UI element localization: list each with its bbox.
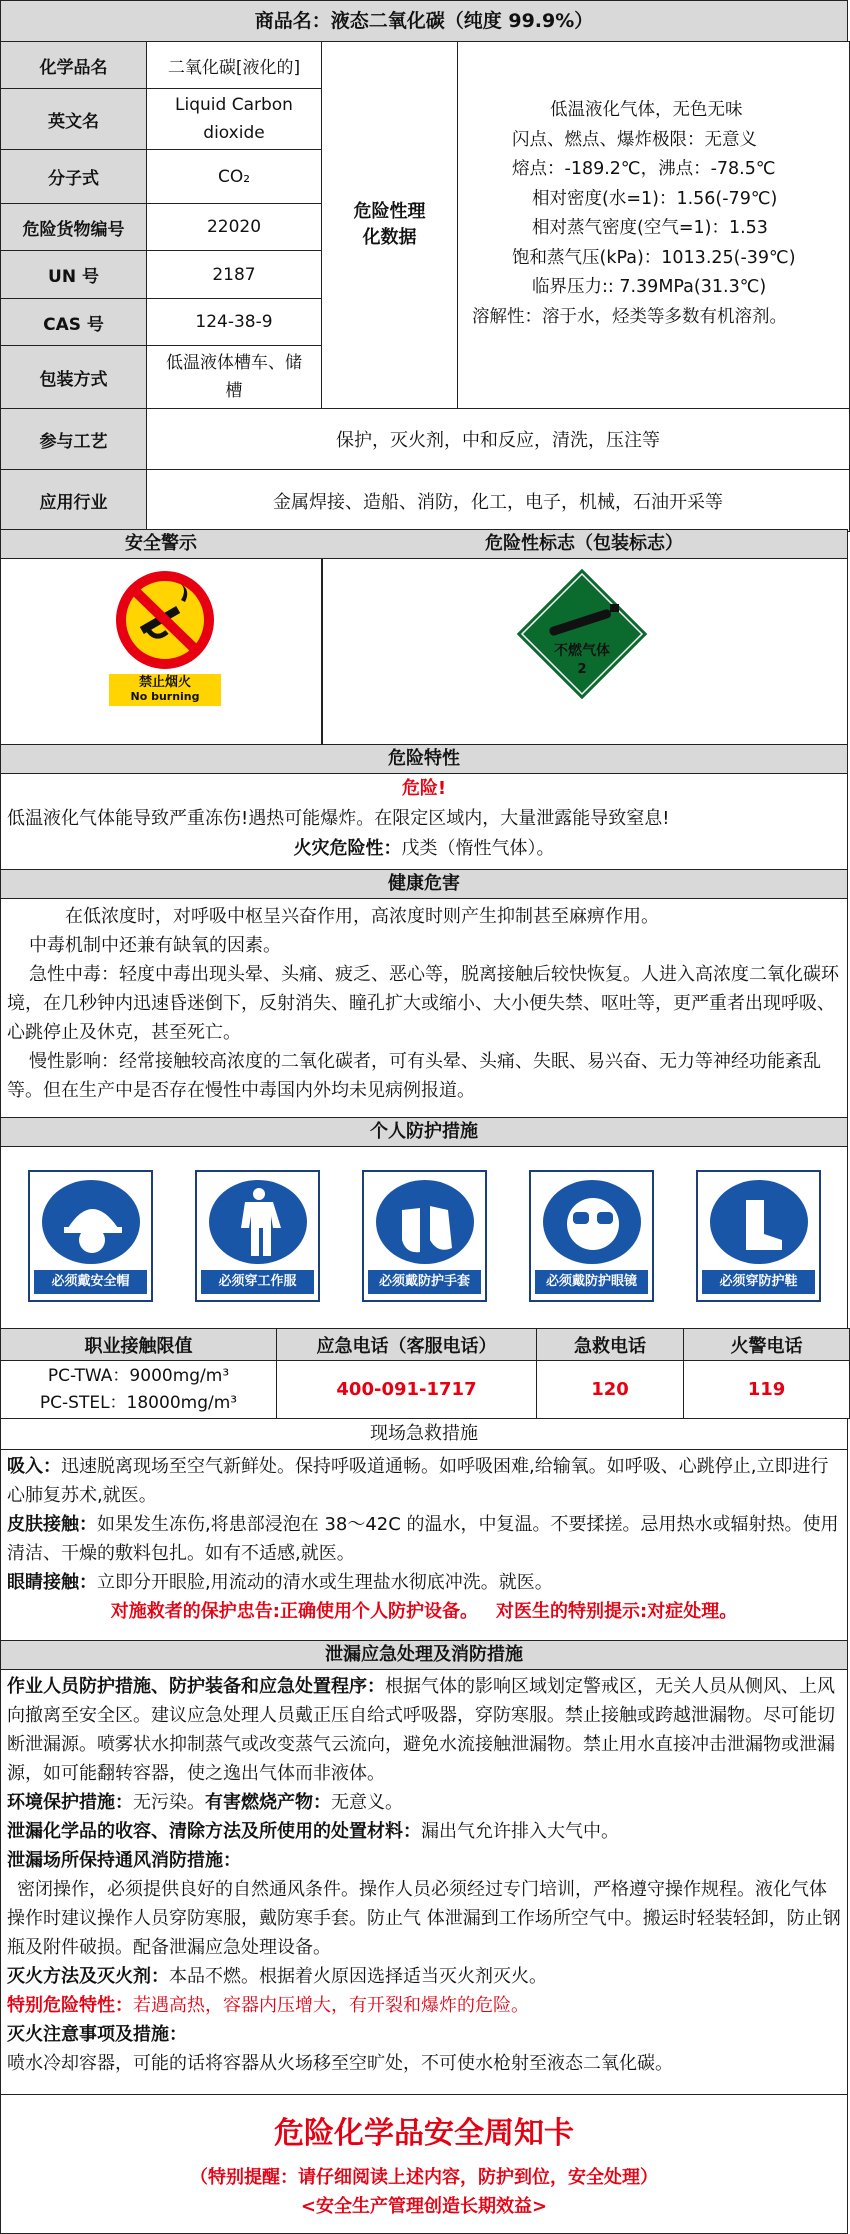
label-process: 参与工艺	[1, 409, 147, 470]
ppe-sign-goggles	[529, 1170, 654, 1302]
value-process: 保护，灭火剂，中和反应，清洗，压注等	[147, 409, 850, 470]
hazard-class-number: 2	[577, 662, 587, 677]
physchem-line: 熔点：-189.2℃，沸点：-78.5℃	[512, 159, 776, 179]
emergency-phone: 400-091-1717	[277, 1361, 537, 1419]
footer-section	[0, 2094, 848, 2234]
page-title: 商品名：液态二氧化碳（纯度 99.9%）	[254, 10, 594, 32]
physchem-line: 饱和蒸气压(kPa)：1013.25(-39℃)	[512, 247, 796, 268]
ambulance-header: 急救电话	[537, 1329, 684, 1361]
physchem-lines	[472, 96, 849, 332]
ppe-sign-gloves	[362, 1170, 487, 1302]
footer-slogan: <安全生产管理创造长期效益>	[300, 2196, 548, 2217]
collect-text: 漏出气允许排入大气中。	[421, 1821, 619, 1842]
label-industry: 应用行业	[1, 470, 147, 532]
physchem-line: 溶解性：溶于水，烃类等多数有机溶剂。	[472, 306, 787, 327]
signs-divider	[321, 558, 323, 744]
info-table	[0, 41, 850, 532]
boots-icon	[698, 1172, 823, 1272]
fire-hazard-value: 戊类（惰性气体）。	[401, 838, 555, 859]
physchem-label: 危险性理化数据	[322, 42, 458, 409]
ops-text: 根据气体的影响区域划定警戒区，无关人员从侧风、上风向撤离至安全区。建议应急处理人员戴正压自给式呼吸器，穿防寒服。禁止接触或跨越泄漏物。尽可能切断泄漏源。喷雾状水抑制蒸气或改变蒸气云流向，避免水流接触泄漏物。禁止用水直接冲击泄漏物或泄漏源，如可能翻转容器，使之逸出气体而非液体。	[7, 1676, 835, 1784]
health-p3: 急性中毒：轻度中毒出现头晕、头痛、疲乏、恶心等，脱离接触后较快恢复。人进入高浓度二氧化碳环境，在几秒钟内迅速昏迷倒下，反射消失、瞳孔扩大或缩小、大小便失禁、呕吐等，更严重者出现呼吸、心跳停止及休克，甚至死亡。	[7, 964, 839, 1043]
prod-label: 有害燃烧产物：	[205, 1792, 331, 1813]
ppe-sign-coverall	[195, 1170, 320, 1302]
non-flammable-gas-label	[514, 566, 650, 702]
first-aid-section	[0, 1418, 848, 1641]
physchem-line: 临界压力:: 7.39MPa(31.3℃)	[532, 277, 767, 297]
ops-label: 作业人员防护措施、防护装备和应急处置程序：	[7, 1676, 385, 1697]
value-industry: 金属焊接、造船、消防，化工，电子，机械，石油开采等	[147, 470, 850, 532]
ppe-header: 个人防护措施	[1, 1118, 847, 1147]
doctor-note: 对医生的特别提示:对症处理。	[496, 1601, 738, 1622]
no-burning-cn: 禁止烟火	[138, 675, 191, 690]
label-formula: 分子式	[1, 150, 147, 204]
leak-env	[1, 1788, 847, 1817]
gas-cylinder-icon	[514, 566, 650, 702]
hazard-header: 危险特性	[1, 745, 847, 774]
health-section	[0, 869, 848, 1118]
label-english-name: 英文名	[1, 89, 147, 150]
label-chem-name: 化学品名	[1, 42, 147, 89]
leak-section	[0, 1640, 848, 2095]
eye-label: 眼睛接触：	[7, 1572, 97, 1593]
value-formula: CO₂	[147, 150, 322, 204]
leak-collect	[1, 1817, 847, 1846]
env-label: 环境保护措施：	[7, 1792, 133, 1813]
label-un-number: UN 号	[1, 251, 147, 299]
title-bar	[0, 0, 848, 42]
signs-section	[0, 529, 848, 745]
danger-word: 危险!	[401, 778, 447, 799]
contacts-table	[0, 1328, 850, 1419]
physchem-line: 相对密度(水=1)：1.56(-79℃)	[532, 188, 778, 209]
hazard-label-header: 危险性标志（包装标志）	[321, 530, 847, 559]
leak-special	[1, 1991, 847, 2020]
ppe-section	[0, 1117, 848, 1329]
ppe-label: 必须穿工作服	[201, 1270, 314, 1294]
note-text: 喷水冷却容器，可能的话将容器从火场移至空旷处，不可使水枪射至液态二氧化碳。	[7, 2053, 673, 2074]
gloves-icon	[364, 1172, 489, 1272]
env-value: 无污染。	[133, 1792, 205, 1813]
ppe-label: 必须戴防护眼镜	[535, 1270, 648, 1294]
limit-header: 职业接触限值	[1, 1329, 277, 1361]
value-un-number: 2187	[147, 251, 322, 299]
twa-limit: PC-TWA：9000mg/m³	[47, 1365, 230, 1386]
health-p1: 在低浓度时，对呼吸中枢呈兴奋作用，高浓度时则产生抑制甚至麻痹作用。	[65, 906, 659, 927]
collect-label: 泄漏化学品的收容、清除方法及所使用的处置材料：	[7, 1821, 421, 1842]
prod-value: 无意义。	[331, 1792, 403, 1813]
coverall-icon	[197, 1172, 322, 1272]
health-p4: 慢性影响：经常接触较高浓度的二氧化碳者，可有头晕、头痛、失眠、易兴奋、无力等神经功能紊乱等。但在生产中是否存在慢性中毒国内外均未见病例报道。	[7, 1051, 821, 1101]
value-chem-name: 二氧化碳[液化的]	[147, 42, 322, 89]
ppe-sign-helmet	[28, 1170, 153, 1302]
helmet-icon	[30, 1172, 155, 1272]
physchem-line: 相对蒸气密度(空气=1)：1.53	[532, 218, 768, 238]
value-dg-number: 22020	[147, 204, 322, 251]
value-cas-number: 124-38-9	[147, 299, 322, 346]
rescuer-note: 对施救者的保护忠告:正确使用个人防护设备。	[110, 1601, 478, 1622]
eye-text: 立即分开眼脸,用流动的清水或生理盐水彻底冲洗。就医。	[97, 1572, 553, 1593]
inhale-text: 迅速脱离现场至空气新鲜处。保持呼吸道通畅。如呼吸困难,给输氧。如呼吸、心跳停止,立即进行心肺复苏术,就医。	[7, 1456, 829, 1506]
no-smoking-icon	[109, 570, 221, 670]
skin-label: 皮肤接触：	[7, 1514, 97, 1535]
leak-ext	[1, 1962, 847, 1991]
vent-label: 泄漏场所保持通风消防措施：	[7, 1850, 241, 1871]
first-aid-header: 现场急救措施	[1, 1419, 847, 1450]
inhale-label: 吸入：	[7, 1456, 61, 1477]
special-label: 特别危险特性：	[7, 1995, 133, 2016]
value-packaging: 低温液体槽车、储槽	[147, 346, 322, 409]
ppe-label: 必须戴安全帽	[34, 1270, 147, 1294]
no-burning-label	[109, 674, 221, 706]
health-p2: 中毒机制中还兼有缺氧的因素。	[29, 935, 281, 956]
fire-hazard-line	[1, 834, 847, 864]
physchem-line: 低温液化气体，无色无味	[550, 100, 743, 120]
vent-text: 密闭操作，必须提供良好的自然通风条件。操作人员必须经过专门培训，严格遵守操作规程。液化气体操作时建议操作人员穿防寒服，戴防寒手套。防止气 体泄漏到工作场所空气中。搬运时轻装轻卸，防止钢瓶及附件破损。配备泄漏应急处理设备。	[7, 1879, 841, 1958]
ppe-label: 必须穿防护鞋	[702, 1270, 815, 1294]
fire-hazard-label: 火灾危险性：	[293, 838, 402, 859]
ppe-sign-boots	[696, 1170, 821, 1302]
label-cas-number: CAS 号	[1, 299, 147, 346]
label-packaging: 包装方式	[1, 346, 147, 409]
footer-title: 危险化学品安全周知卡	[274, 2116, 574, 2151]
non-flammable-gas-text: 不燃气体	[554, 643, 610, 659]
first-aid-notes	[1, 1597, 847, 1626]
skin-text: 如果发生冻伤,将患部浸泡在 38～42C 的温水，中复温。不要揉搓。忌用热水或辐射热。使用清洁、干燥的敷料包扎。如有不适感,就医。	[7, 1514, 839, 1564]
label-dg-number: 危险货物编号	[1, 204, 147, 251]
footer-reminder: （特别提醒：请仔细阅读上述内容，防护到位，安全处理）	[190, 2167, 658, 2188]
ppe-label: 必须戴防护手套	[368, 1270, 481, 1294]
first-aid-eye	[1, 1568, 847, 1597]
first-aid-skin	[1, 1510, 847, 1568]
hazard-text: 低温液化气体能导致严重冻伤!遇热可能爆炸。在限定区域内，大量泄露能导致窒息!	[7, 808, 670, 829]
ext-label: 灭火方法及灭火剂：	[7, 1966, 169, 1987]
leak-ops	[1, 1672, 847, 1788]
value-english-name: Liquid Carbon dioxide	[147, 89, 322, 150]
hazard-section	[0, 744, 848, 870]
emergency-header: 应急电话（客服电话）	[277, 1329, 537, 1361]
stel-limit: PC-STEL：18000mg/m³	[39, 1392, 238, 1413]
special-text: 若遇高热，容器内压增大，有开裂和爆炸的危险。	[133, 1995, 529, 2016]
safety-warning-header: 安全警示	[1, 530, 322, 559]
ambulance-phone: 120	[537, 1361, 684, 1419]
fire-phone: 119	[684, 1361, 850, 1419]
no-burning-sign	[109, 570, 221, 703]
leak-header: 泄漏应急处理及消防措施	[1, 1641, 847, 1670]
no-burning-en: No burning	[130, 690, 200, 703]
fire-phone-header: 火警电话	[684, 1329, 850, 1361]
goggles-icon	[531, 1172, 656, 1272]
health-header: 健康危害	[1, 870, 847, 899]
note-label: 灭火注意事项及措施：	[7, 2024, 187, 2045]
exposure-limits	[1, 1361, 277, 1419]
physchem-line: 闪点、燃点、爆炸极限：无意义	[512, 129, 757, 150]
first-aid-inhale	[1, 1452, 847, 1510]
physchem-data	[458, 42, 850, 409]
ext-text: 本品不燃。根据着火原因选择适当灭火剂灭火。	[169, 1966, 547, 1987]
